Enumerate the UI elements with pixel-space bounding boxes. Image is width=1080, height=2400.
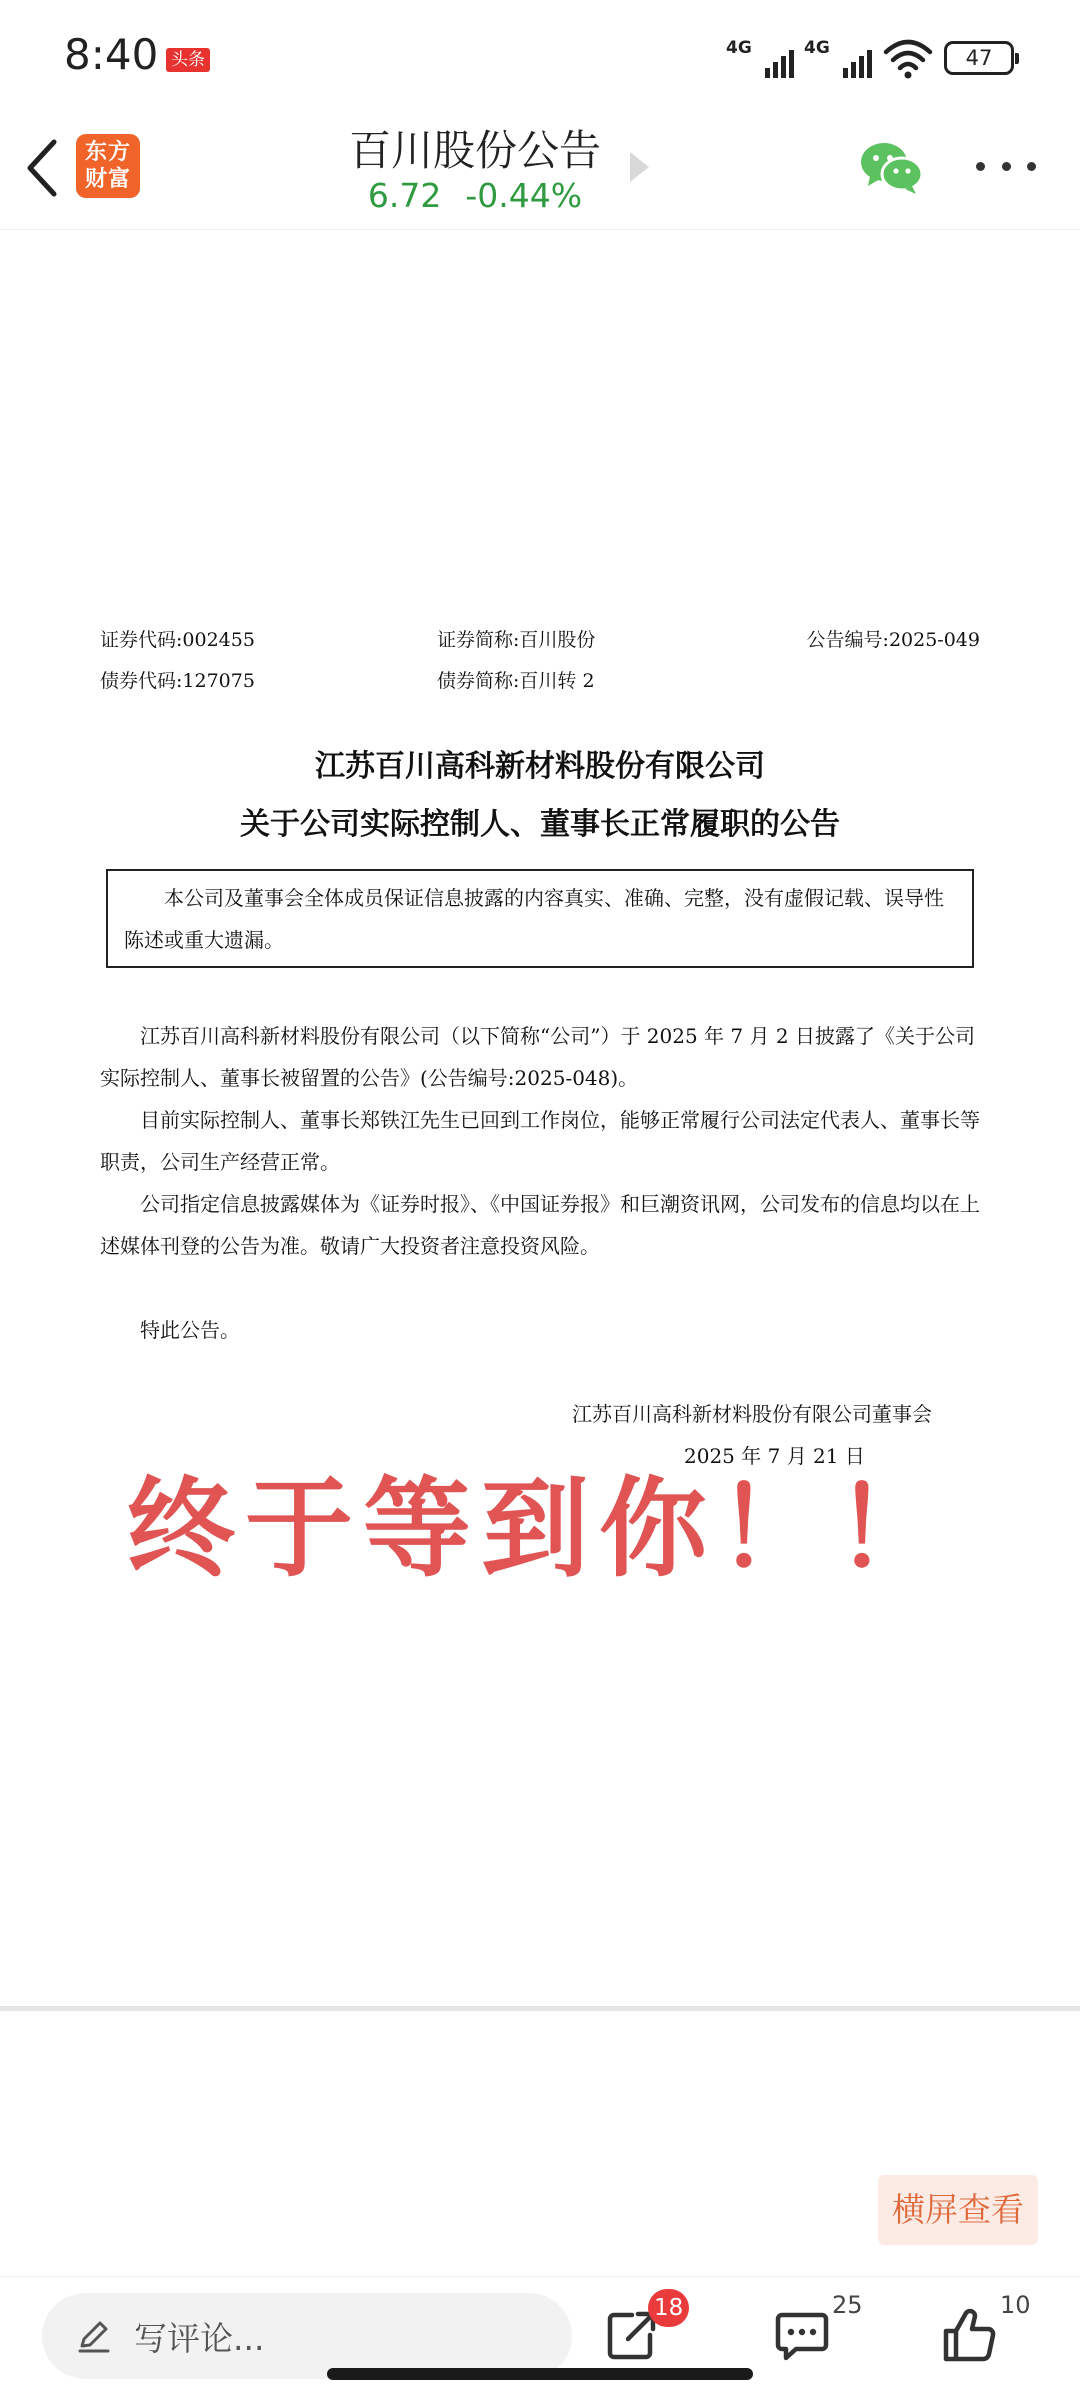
security-code: 证券代码:002455 <box>100 629 255 651</box>
status-indicators <box>726 36 1014 80</box>
like-count: 10 <box>1000 2291 1031 2319</box>
notice-number: 公告编号:2025-049 <box>806 629 980 651</box>
wechat-share-icon[interactable] <box>858 140 924 196</box>
more-options-icon[interactable] <box>976 156 1036 176</box>
share-count-badge: 18 <box>648 2289 689 2327</box>
next-stock-arrow-icon[interactable] <box>630 152 649 182</box>
top-nav-bar <box>0 110 1080 230</box>
body-paragraph: 江苏百川高科新材料股份有限公司（以下简称“公司”）于 2025 年 7 月 2 日披露了《关于公司实际控制人、董事长被留置的公告》(公告编号:2025-048)。 <box>100 1024 975 1090</box>
notification-app-badge: 头条 <box>166 48 210 72</box>
battery-icon: 47 <box>944 41 1014 75</box>
comment-input[interactable] <box>42 2293 572 2379</box>
bond-code: 债券代码:127075 <box>100 670 255 692</box>
stock-quote <box>340 176 610 215</box>
closing-statement: 特此公告。 <box>140 1318 240 1342</box>
signature: 江苏百川高科新材料股份有限公司董事会 <box>572 1402 932 1426</box>
back-icon[interactable] <box>16 130 72 206</box>
meta-row-securities <box>100 625 980 655</box>
comment-count: 25 <box>832 2291 863 2319</box>
signal-4g-icon <box>804 38 872 78</box>
page-title: 百川股份公告 <box>348 126 601 175</box>
signature-date: 2025 年 7 月 21 日 <box>684 1444 865 1468</box>
comment-placeholder: 写评论... <box>134 2318 265 2358</box>
app-logo[interactable]: 东方财富 <box>76 134 140 198</box>
divider <box>0 2006 1080 2011</box>
meta-row-bonds <box>100 666 980 696</box>
signal-label: 4G <box>726 38 752 58</box>
home-indicator[interactable] <box>327 2368 753 2380</box>
disclaimer-box: 本公司及董事会全体成员保证信息披露的内容真实、准确、完整，没有虚假记载、误导性陈述或重大遗漏。 <box>106 869 974 968</box>
stock-change: -0.44% <box>465 176 583 215</box>
body-paragraph: 公司指定信息披露媒体为《证券时报》、《中国证券报》和巨潮资讯网，公司发布的信息均以在上述媒体刊登的公告为准。敬请广大投资者注意投资风险。 <box>100 1192 980 1258</box>
comment-bubble-icon <box>772 2305 832 2365</box>
body-paragraph: 目前实际控制人、董事长郑铁江先生已回到工作岗位，能够正常履行公司法定代表人、董事长等职责，公司生产经营正常。 <box>100 1108 980 1174</box>
thumbs-up-icon <box>940 2305 1000 2365</box>
document-title-subject: 关于公司实际控制人、董事长正常履职的公告 <box>240 807 840 842</box>
signal-label: 4G <box>804 38 830 58</box>
signal-4g-icon <box>726 38 794 78</box>
announcement-document[interactable] <box>0 231 1080 2001</box>
status-bar <box>0 0 1080 110</box>
comments-button[interactable] <box>772 2291 863 2369</box>
security-short-name: 证券简称:百川股份 <box>437 629 596 651</box>
landscape-view-button[interactable]: 横屏查看 <box>878 2175 1038 2245</box>
bottom-action-bar <box>0 2276 1080 2400</box>
document-title-company: 江苏百川高科新材料股份有限公司 <box>315 749 765 784</box>
share-button[interactable] <box>602 2295 684 2369</box>
bond-short-name: 债券简称:百川转 2 <box>437 670 595 692</box>
wifi-icon <box>882 36 934 80</box>
status-time: 8:40 <box>64 30 159 79</box>
like-button[interactable] <box>940 2291 1031 2369</box>
stock-price: 6.72 <box>367 176 442 215</box>
sticker-overlay-text: 终于等到你！！ <box>126 1467 953 1592</box>
pencil-icon <box>74 2316 114 2356</box>
